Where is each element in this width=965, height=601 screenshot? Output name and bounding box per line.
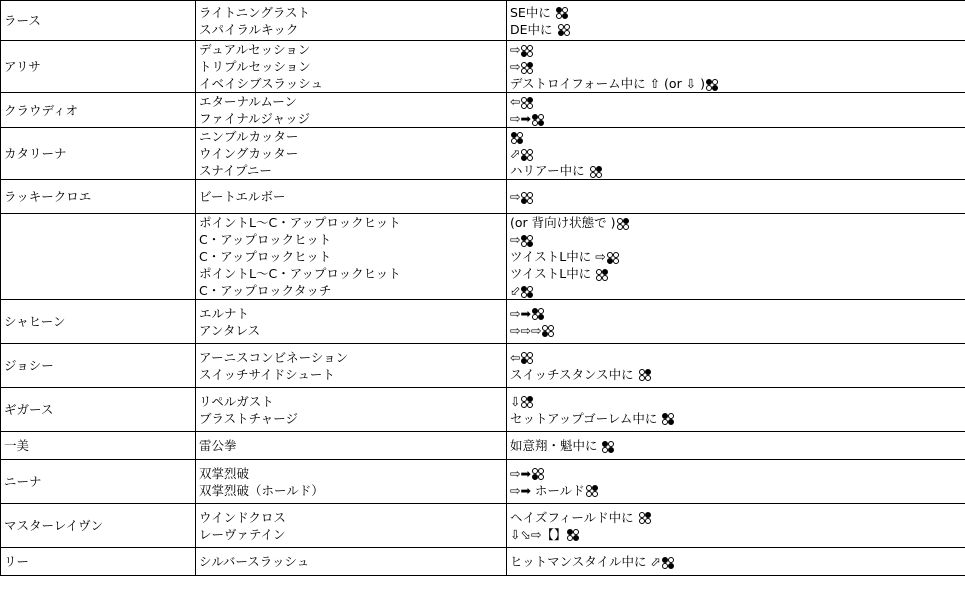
button-grid-icon [607,252,619,264]
command-input-cell [507,460,965,504]
move-name: ポイントL～C・アップロックヒット [199,215,401,230]
table-row [1,300,965,344]
button-dot-icon [586,491,592,497]
button-grid-icon [542,325,554,337]
command-input-cell [507,344,965,388]
button-dot-icon [712,79,718,85]
button-grid-icon [521,62,533,74]
command-input-cell [507,214,965,300]
button-grid-icon [521,352,533,364]
move-name: 雷公拳 [199,438,237,453]
move-name: トリプルセッション [199,59,311,74]
button-dot-icon [527,97,533,103]
button-dot-icon [623,224,629,230]
button-dot-icon [562,13,568,19]
command-input: ⬀ [510,145,962,162]
command-input: ⇨➡ ホールド [510,482,962,499]
move-name: リペルガスト [199,393,274,409]
button-grid-icon [521,97,533,109]
character-name-cell: シャヒーン [1,300,196,344]
character-name-cell: ラース [1,1,196,41]
move-name-cell [196,93,507,128]
move-name-cell [196,548,507,576]
table-row [1,460,965,504]
button-dot-icon [527,241,533,247]
button-dot-icon [639,518,645,524]
button-grid-icon [556,7,568,19]
command-input: ⬃ [510,282,962,299]
move-name-cell [196,388,507,432]
button-dot-icon [527,149,533,155]
button-dot-icon [517,138,523,144]
move-name: ニンブルカッター [199,129,299,144]
character-name-cell: ラッキークロエ [1,180,196,214]
button-grid-icon [662,557,674,569]
button-dot-icon [668,419,674,425]
button-dot-icon [645,375,651,381]
move-name: ファイナルジャッジ [199,111,311,126]
character-name-cell: リー [1,548,196,576]
button-grid-icon [590,166,602,178]
move-name: 双掌烈破（ホールド） [199,482,324,498]
button-grid-icon [639,512,651,524]
button-dot-icon [590,172,596,178]
button-dot-icon [527,198,533,204]
move-name: スナイプニー [199,163,272,178]
move-name-cell [196,1,507,41]
character-name-cell [1,214,196,300]
button-dot-icon [602,275,608,281]
command-input: セットアップゴーレム中に [510,410,962,427]
button-dot-icon [527,402,533,408]
move-name: ウインドクロス [199,509,286,525]
command-input [510,128,962,145]
move-name: ビートエルボー [199,189,286,204]
command-input: ツイストL中に [510,265,962,282]
move-name: C・アップロックヒット [199,249,332,264]
command-input: ⇨➡ [510,305,962,322]
move-name: エターナルムーン [199,94,298,109]
button-dot-icon [608,447,614,453]
command-input: ⇨ [510,58,962,75]
command-input: ツイストL中に ⇨ [510,248,962,265]
move-name: アンタレス [199,322,261,338]
button-dot-icon [573,535,579,541]
command-input: ヒットマンスタイル中に ⬀ [510,553,962,570]
button-dot-icon [527,155,533,161]
button-dot-icon [527,358,533,364]
command-input: ⇨➡ [510,110,962,127]
table-row [1,214,965,300]
command-input: SE中に [510,4,962,21]
button-grid-icon [586,485,598,497]
button-grid-icon [532,468,544,480]
command-input-cell [507,1,965,41]
button-dot-icon [527,235,533,241]
command-input: ⇨ [510,41,962,58]
button-grid-icon [596,269,608,281]
button-dot-icon [527,103,533,109]
button-dot-icon [645,518,651,524]
table-row [1,1,965,41]
command-input: ⇩⬂⇨【】 [510,526,962,543]
command-input-cell [507,93,965,128]
button-dot-icon [538,120,544,126]
button-dot-icon [607,252,613,258]
move-name-cell [196,128,507,180]
command-input: ⇨⇨⇨ [510,322,962,339]
button-dot-icon [527,62,533,68]
button-dot-icon [538,114,544,120]
move-name: ライトニングラスト [199,4,311,20]
button-dot-icon [527,286,533,292]
command-input-cell [507,548,965,576]
button-dot-icon [639,375,645,381]
button-dot-icon [517,132,523,138]
move-name: シルバースラッシュ [199,554,310,569]
command-input: 如意翔・魁中に [510,437,962,454]
character-name-cell: アリサ [1,41,196,93]
move-name: 双掌烈破 [199,465,250,481]
button-dot-icon [607,258,613,264]
character-name-cell: ニーナ [1,460,196,504]
button-dot-icon [527,68,533,74]
button-dot-icon [538,474,544,480]
button-dot-icon [617,224,623,230]
button-grid-icon [532,114,544,126]
move-name: スイッチサイドシュート [199,366,335,382]
table-row [1,432,965,460]
button-grid-icon [639,369,651,381]
button-dot-icon [596,166,602,172]
table-row [1,548,965,576]
button-dot-icon [608,441,614,447]
move-name: デュアルセッション [199,42,311,57]
button-dot-icon [602,269,608,275]
move-name: イベイシブスラッシュ [199,76,324,91]
command-input-cell [507,432,965,460]
button-dot-icon [564,30,570,36]
character-name-cell: マスターレイヴン [1,504,196,548]
command-input-cell [507,300,965,344]
command-input: ⇨ [510,188,962,205]
move-name-cell [196,300,507,344]
command-input-cell [507,41,965,93]
button-dot-icon [712,85,718,91]
table-row [1,180,965,214]
move-name-cell [196,344,507,388]
button-grid-icon [521,286,533,298]
button-dot-icon [538,314,544,320]
button-dot-icon [617,218,623,224]
button-grid-icon [558,24,570,36]
button-grid-icon [617,218,629,230]
button-dot-icon [668,563,674,569]
button-grid-icon [521,396,533,408]
button-dot-icon [613,258,619,264]
button-dot-icon [623,218,629,224]
command-input: ⇦ [510,349,962,366]
command-input-cell [507,388,965,432]
command-input-cell [507,180,965,214]
button-dot-icon [668,557,674,563]
command-table-body [1,1,965,576]
button-grid-icon [662,413,674,425]
move-name: ブラストチャージ [199,410,299,426]
table-row [1,344,965,388]
button-dot-icon [527,192,533,198]
button-dot-icon [548,331,554,337]
button-grid-icon [532,308,544,320]
command-input: DE中に [510,21,962,38]
table-row [1,41,965,93]
button-grid-icon [521,235,533,247]
command-input: ハリアー中に [510,162,962,179]
move-name: エルナト [199,305,250,321]
character-name-cell: カタリーナ [1,128,196,180]
button-grid-icon [602,441,614,453]
move-name: C・アップロックヒット [199,232,332,247]
character-name-cell: 一美 [1,432,196,460]
command-input: ⇦ [510,93,962,110]
command-input: スイッチスタンス中に [510,366,962,383]
move-name: アーニスコンビネーション [199,349,349,365]
move-name-cell [196,432,507,460]
button-dot-icon [556,13,562,19]
button-dot-icon [613,252,619,258]
button-grid-icon [521,149,533,161]
button-grid-icon [521,45,533,57]
character-name-cell: クラウディオ [1,93,196,128]
character-name-cell: ギガース [1,388,196,432]
button-grid-icon [567,529,579,541]
command-input: ヘイズフィールド中に [510,509,962,526]
move-name-cell [196,214,507,300]
move-name: レーヴァテイン [199,526,286,542]
button-dot-icon [596,172,602,178]
table-row [1,93,965,128]
button-grid-icon [706,79,718,91]
table-row [1,128,965,180]
move-name: スパイラルキック [199,21,299,37]
command-input: ⇨➡ [510,465,962,482]
command-input-cell [507,504,965,548]
button-dot-icon [592,491,598,497]
button-grid-icon [511,132,523,144]
move-name: ウイングカッター [199,146,299,161]
move-name-cell [196,504,507,548]
button-grid-icon [521,192,533,204]
move-name-cell [196,180,507,214]
command-input: ⇩ [510,393,962,410]
command-input: ⇨ [510,231,962,248]
button-dot-icon [527,45,533,51]
command-input: デストロイフォーム中に ⇧ (or ⇩ ) [510,75,962,92]
move-name-cell [196,41,507,93]
table-row [1,388,965,432]
button-dot-icon [527,51,533,57]
move-name: ポイントL～C・アップロックヒット [199,266,401,281]
command-input-cell [507,128,965,180]
move-name: C・アップロックタッチ [199,283,332,298]
button-dot-icon [558,30,564,36]
button-dot-icon [527,292,533,298]
button-dot-icon [590,166,596,172]
move-name-cell [196,460,507,504]
table-row [1,504,965,548]
character-name-cell: ジョシー [1,344,196,388]
command-input: (or 背向け状態で ) [510,214,962,231]
